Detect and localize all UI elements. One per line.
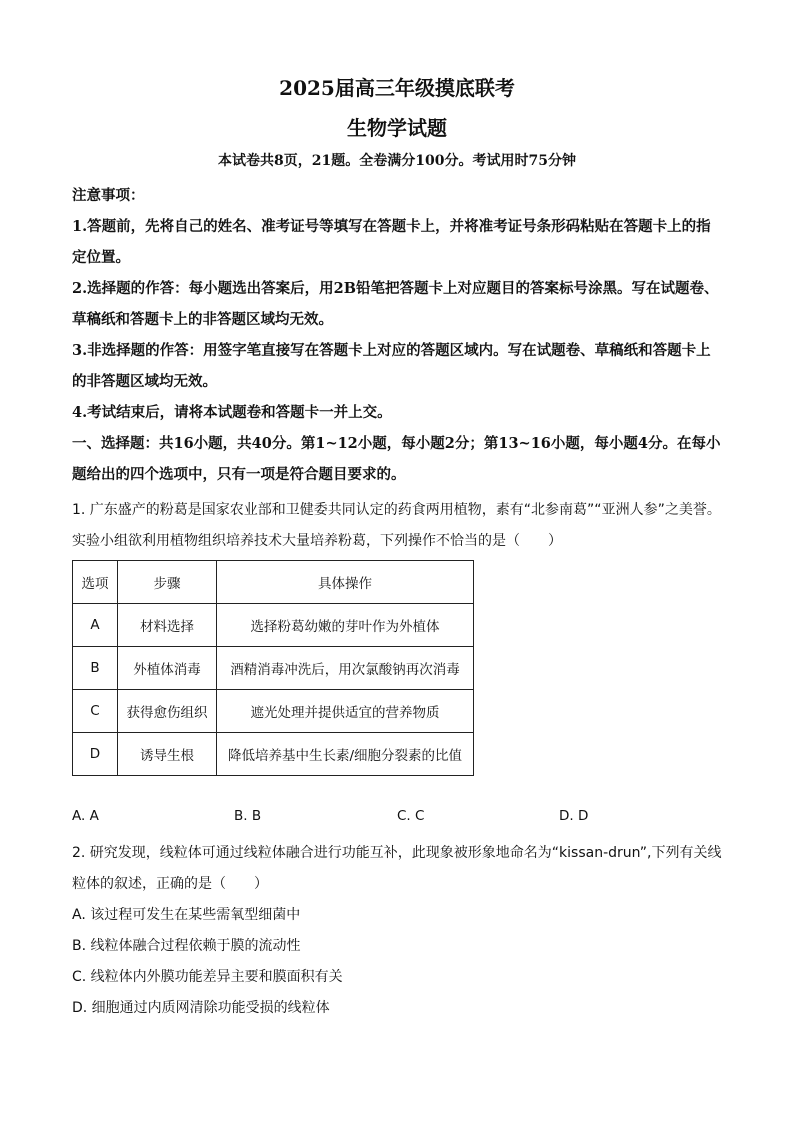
question-stem: 1. 广东盛产的粉葛是国家农业部和卫健委共同认定的药食两用植物，素有“北参南葛”“亚洲人参”之美誉。实验小组欲利用植物组织培养技术大量培养粉葛，下列操作不恰当的是（ ）	[72, 502, 721, 549]
exam-title: 2025届高三年级摸底联考	[279, 76, 515, 100]
instruction-item: 1.答题前，先将自己的姓名、准考证号等填写在答题卡上，并将准考证号条形码粘贴在答题卡上的指定位置。	[72, 218, 711, 266]
exam-subject: 生物学试题	[347, 116, 447, 140]
table-row	[73, 647, 474, 690]
option-d[interactable]: D. D	[559, 808, 589, 824]
table-cell: C	[73, 690, 118, 733]
question-2	[72, 838, 724, 1024]
table-row	[73, 604, 474, 647]
question-stem: 2. 研究发现，线粒体可通过线粒体融合进行功能互补，此现象被形象地命名为“kissan-drun”,下列有关线粒体的叙述，正确的是（ ）	[72, 845, 722, 892]
table-cell: B	[73, 647, 118, 690]
table-header-row	[73, 561, 474, 604]
option-c[interactable]: C. C	[397, 808, 425, 824]
question-1	[72, 495, 724, 557]
option-d[interactable]: D. 细胞通过内质网清除功能受损的线粒体	[72, 1000, 330, 1016]
column-header: 步骤	[118, 561, 217, 604]
instructions	[72, 180, 724, 490]
instruction-item: 2.选择题的作答：每小题选出答案后，用2B铅笔把答题卡上对应题目的答案标号涂黑。写在试题卷、草稿纸和答题卡上的非答题区域均无效。	[72, 280, 719, 328]
instructions-heading: 注意事项：	[72, 187, 145, 204]
option-b[interactable]: B. B	[234, 808, 262, 824]
instruction-item: 4.考试结束后，请将本试题卷和答题卡一并上交。	[72, 404, 392, 421]
table-cell: 材料选择	[118, 604, 217, 647]
option-a[interactable]: A. 该过程可发生在某些需氧型细菌中	[72, 907, 301, 923]
option-b[interactable]: B. 线粒体融合过程依赖于膜的流动性	[72, 938, 301, 954]
table-cell: 遮光处理并提供适宜的营养物质	[217, 690, 474, 733]
table-cell: 获得愈伤组织	[118, 690, 217, 733]
table-cell: 诱导生根	[118, 733, 217, 776]
section-heading: 一、选择题：共16小题，共40分。第1~12小题，每小题2分；第13~16小题，每小题4分。在每小题给出的四个选项中，只有一项是符合题目要求的。	[72, 435, 721, 483]
column-header: 具体操作	[217, 561, 474, 604]
table-cell: 酒精消毒冲洗后，用次氯酸钠再次消毒	[217, 647, 474, 690]
question-1-table	[72, 560, 474, 776]
exam-info: 本试卷共8页，21题。全卷满分100分。考试用时75分钟	[218, 153, 576, 169]
option-c[interactable]: C. 线粒体内外膜功能差异主要和膜面积有关	[72, 969, 343, 985]
table-cell: 降低培养基中生长素/细胞分裂素的比值	[217, 733, 474, 776]
table-row	[73, 690, 474, 733]
table-cell: A	[73, 604, 118, 647]
table-row	[73, 733, 474, 776]
table-cell: D	[73, 733, 118, 776]
table-cell: 选择粉葛幼嫩的芽叶作为外植体	[217, 604, 474, 647]
column-header: 选项	[73, 561, 118, 604]
instruction-item: 3.非选择题的作答：用签字笔直接写在答题卡上对应的答题区域内。写在试题卷、草稿纸和答题卡上的非答题区域均无效。	[72, 342, 711, 390]
option-a[interactable]: A. A	[72, 808, 99, 824]
table-cell: 外植体消毒	[118, 647, 217, 690]
